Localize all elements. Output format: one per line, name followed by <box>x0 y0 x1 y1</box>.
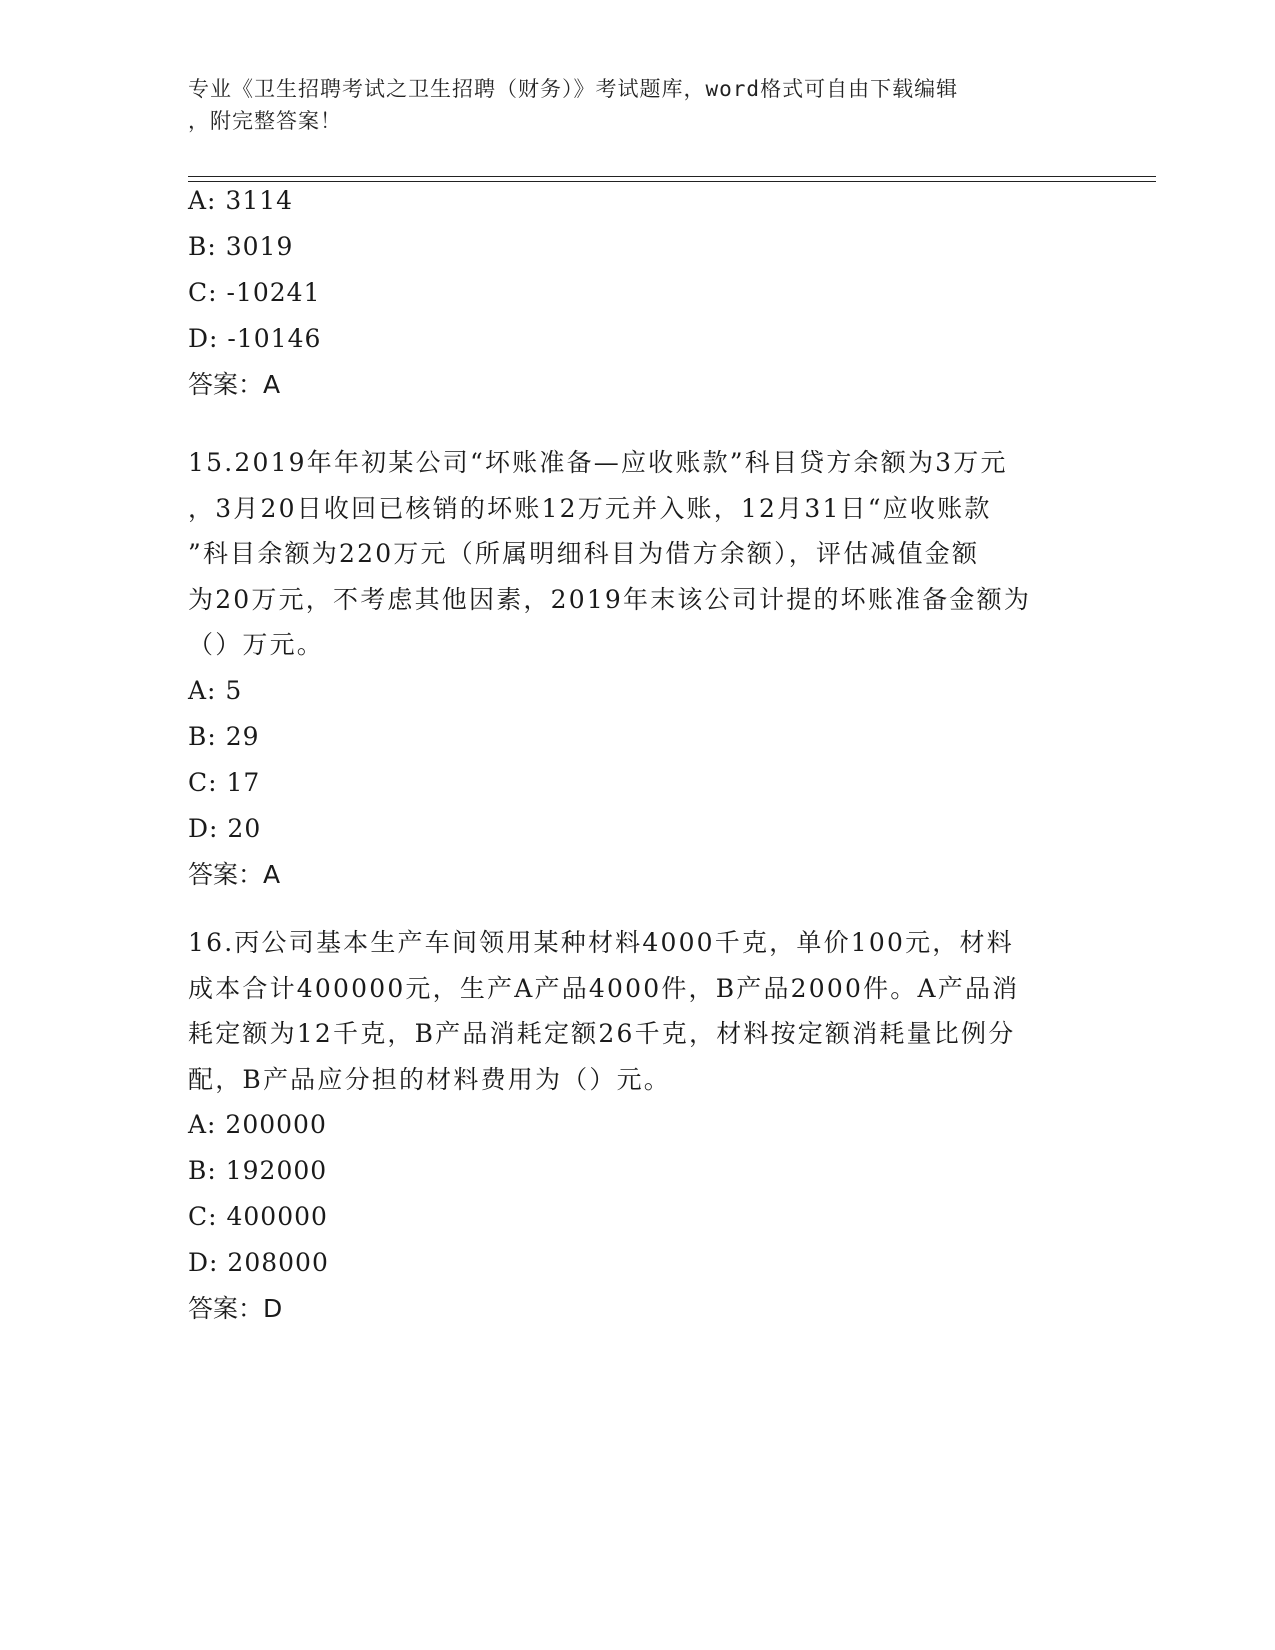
option-c: C: -10241 <box>188 278 321 307</box>
header-line-1: 专业《卫生招聘考试之卫生招聘（财务）》考试题库，word格式可自由下载编辑 <box>188 77 959 101</box>
question-text-line: 耗定额为12千克，B产品消耗定额26千克，材料按定额消耗量比例分 <box>188 1019 1016 1048</box>
question-15-block <box>188 440 1088 898</box>
question-text-line: 15.2019年年初某公司“坏账准备—应收账款”科目贷方余额为3万元 <box>188 448 1008 477</box>
option-b: B: 3019 <box>188 232 294 261</box>
answer-label: 答案：A <box>188 370 281 399</box>
question-text-line: 为20万元，不考虑其他因素，2019年末该公司计提的坏账准备金额为 <box>188 584 1032 614</box>
option-b: B: 29 <box>188 721 260 751</box>
option-a: A: 3114 <box>188 186 294 215</box>
question-text-line: 配，B产品应分担的材料费用为（）元。 <box>188 1064 671 1094</box>
question-14-block <box>188 178 1088 408</box>
header-divider-top <box>188 176 1156 177</box>
option-d: D: 20 <box>188 813 262 843</box>
question-text-line: （）万元。 <box>188 630 325 659</box>
option-c: C: 400000 <box>188 1202 328 1231</box>
option-d: D: -10146 <box>188 324 322 353</box>
answer-label: 答案：D <box>188 1294 283 1323</box>
question-text-line: 16.丙公司基本生产车间领用某种材料4000千克，单价100元，材料 <box>188 928 1014 957</box>
question-text-line: ”科目余额为220万元（所属明细科目为借方余额），评估减值金额 <box>188 539 980 568</box>
option-c: C: 17 <box>188 767 261 797</box>
document-header <box>188 73 1108 137</box>
option-a: A: 200000 <box>188 1110 327 1139</box>
option-d: D: 208000 <box>188 1248 329 1277</box>
header-line-2: ，附完整答案！ <box>188 109 342 133</box>
question-16-block <box>188 920 1088 1332</box>
answer-label: 答案：A <box>188 859 281 889</box>
question-text-line: 成本合计400000元，生产A产品4000件，B产品2000件。A产品消 <box>188 973 1020 1003</box>
option-a: A: 5 <box>188 675 243 705</box>
question-text-line: ，3月20日收回已核销的坏账12万元并入账，12月31日“应收账款 <box>188 493 992 523</box>
option-b: B: 192000 <box>188 1156 328 1185</box>
